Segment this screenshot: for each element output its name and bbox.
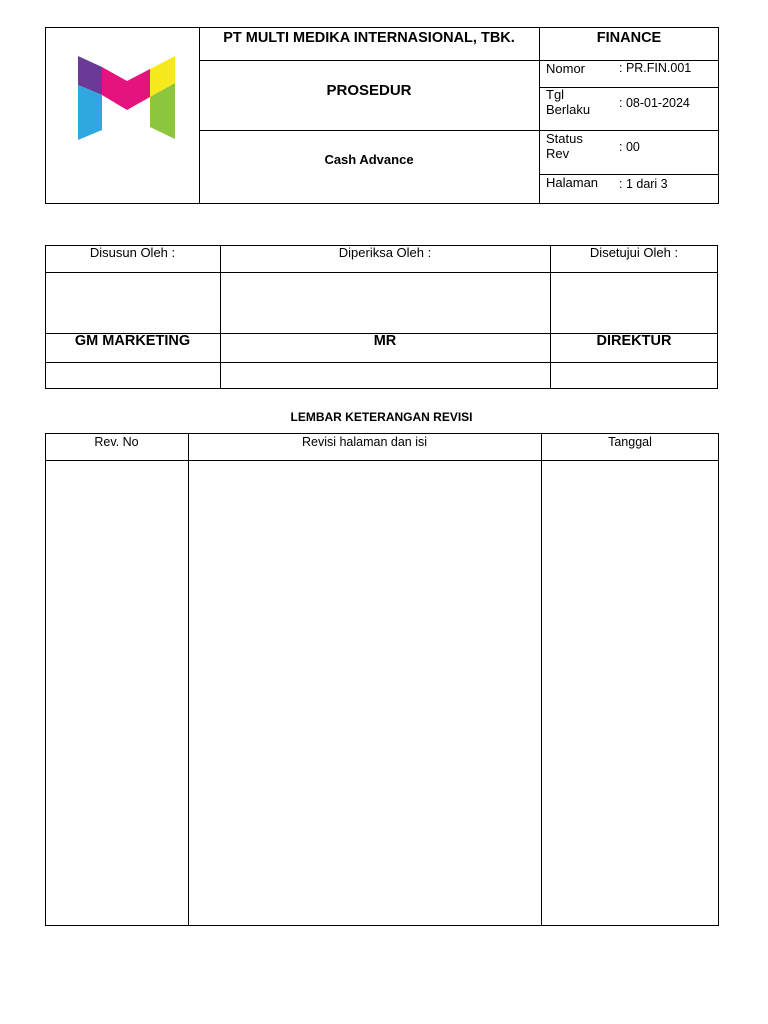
approval-col-divider <box>220 245 221 389</box>
field-label-halaman: Halaman <box>546 175 599 190</box>
logo-magenta-shape <box>102 67 150 110</box>
revision-header-content: Revisi halaman dan isi <box>301 435 428 449</box>
department-name: FINANCE <box>596 30 662 46</box>
field-value-tgl-berlaku: : 08-01-2024 <box>619 96 690 110</box>
approval-role-mr: MR <box>373 333 397 349</box>
document-type: PROSEDUR <box>326 82 412 99</box>
company-logo <box>77 55 177 141</box>
approval-heading-diperiksa: Diperiksa Oleh : <box>338 245 432 260</box>
field-label-tgl-berlaku: Tgl Berlaku <box>546 87 591 117</box>
company-name: PT MULTI MEDIKA INTERNASIONAL, TBK. <box>223 30 515 46</box>
field-value-nomor: : PR.FIN.001 <box>619 61 692 75</box>
field-label-status-rev: Status Rev <box>546 131 583 161</box>
approval-role-direktur: DIREKTUR <box>596 333 672 349</box>
approval-row-divider <box>45 362 718 363</box>
field-value-halaman: : 1 dari 3 <box>619 177 668 191</box>
revision-header-date: Tanggal <box>608 435 652 449</box>
revision-title: LEMBAR KETERANGAN REVISI <box>290 410 473 424</box>
field-value-status-rev: : 00 <box>619 140 640 154</box>
field-label-nomor: Nomor <box>546 61 586 76</box>
approval-heading-disetujui: Disetujui Oleh : <box>589 245 679 260</box>
approval-row-divider <box>45 272 718 273</box>
document-subject: Cash Advance <box>324 152 414 167</box>
revision-col-divider <box>188 433 189 926</box>
revision-table <box>45 433 719 926</box>
approval-heading-disusun: Disusun Oleh : <box>89 245 176 260</box>
header-divider <box>199 27 200 204</box>
approval-col-divider <box>550 245 551 389</box>
revision-col-divider <box>541 433 542 926</box>
revision-header-rev-no: Rev. No <box>94 435 139 449</box>
header-divider <box>199 130 719 131</box>
revision-header-divider <box>45 460 719 461</box>
approval-role-gm-marketing: GM MARKETING <box>74 333 191 349</box>
approval-table <box>45 245 718 389</box>
header-divider <box>539 27 540 204</box>
